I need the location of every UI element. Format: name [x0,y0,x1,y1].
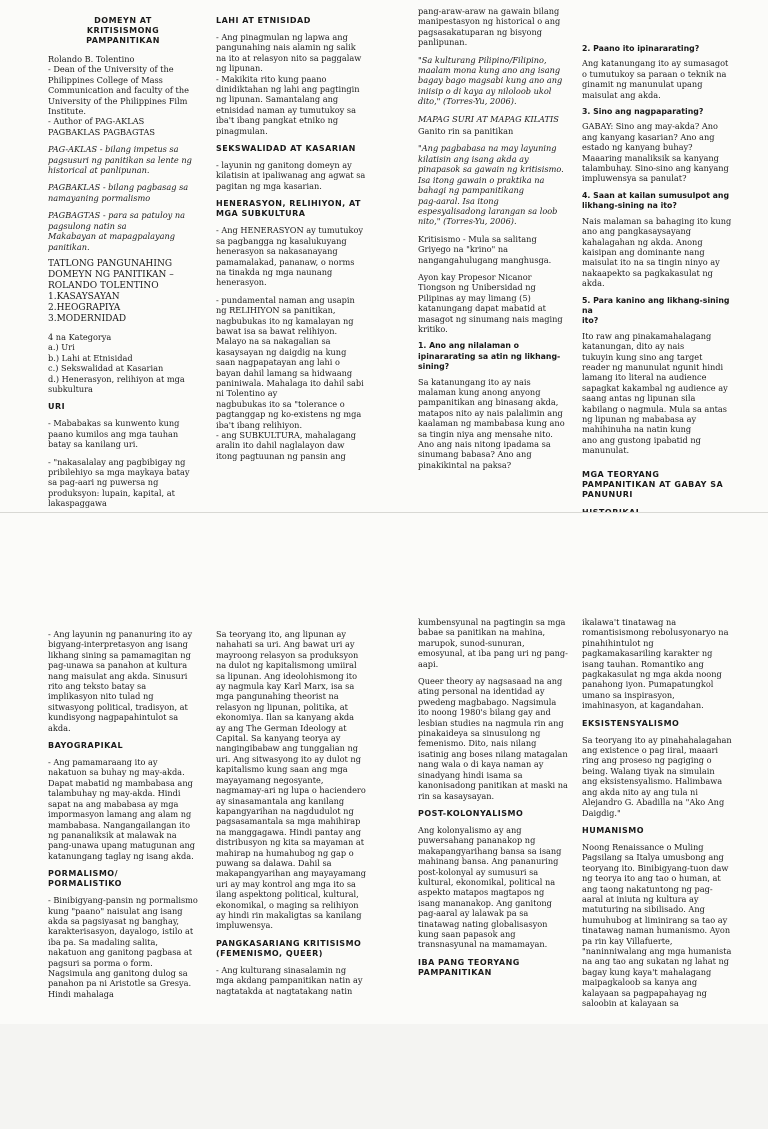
bottom-column-1 [48,629,198,1129]
henerasyon-heading: HENERASYON, RELIHIYON, AT MGA SUBKULTURA [216,199,361,219]
uri-heading: URI [48,402,66,412]
page-bottom [0,512,768,1024]
tiongson-paragraph: Ayon kay Propesor Nicanor Tiongson ng Unibersidad ng Pilipinas ay may limang (5) katanungang dapat mabatid at masagot ng sinumang nais maging kritiko. [418,271,563,334]
eksistensyalismo-paragraph: Sa teoryang ito ay pinahahalagahan ang existence o pag iiral, maaari ring ang proseso ng pagiging o being. Walang tiyak na simulain ang eksistensyalismo. Halimbawa ang akda nito ay ang tula ni Alejandro G. Abadilla na "Ako Ang Daigdig." [582,734,732,818]
author-bio: Rolando B. Tolentino - Dean of the University of the Philippines College of Mass Communication and faculty of the University of the Philippines Film Institute. - Author of PAG-AKLAS PAGBAKLAS PAGBAGTAS [48,54,189,137]
bayograpikal-paragraph: - Ang pamamaraang ito ay nakatuon sa buhay ng may-akda. Dapat mabatid ng mambabasa ang talambuhay ng may-akda. Hindi sapat na ang mababasa ay mga impormasyon lamang ang alam ng mambabasa. Nangangailangan ito ng pananaliksik at malawak na pang-unawa upang matugunan ang katanungang taglay ng isang akda. [48,757,195,861]
question-4: 4. Saan at kailan sumusulpot ang likhang-sining na ito? [582,190,730,211]
sekswalidad-paragraph: - layunin ng ganitong domeyn ay kilatisin at ipaliwanag ang agwat sa pagitan ng mga kasarian. [216,160,366,191]
top-column-3 [418,6,568,498]
torres-yu-quote-2: "Ang pagbabasa na may layuning kilatisin ang isang akda ay pinapasok sa gawain ng kritisismo. Isa itong gawain o praktika na bahagi ng pampanitikang pag-aaral. Isa itong espesyalisadong larangan sa loob nito," (Torres-Yu, 2006). [418,143,564,227]
pag-aklas-definition: PAG-AKLAS - bilang impetus sa pagsusuri ng panitikan sa lente ng historical at panlipunan. [48,144,192,176]
pagbaklas-definition: PAGBAKLAS - bilang pagbasag sa namayaning pormalismo [48,182,189,203]
humanismo-paragraph: Noong Renaissance o Muling Pagsilang sa Italya umusbong ang teoryang ito. Binibigyang-tuon daw ng teorya ito ang tao o human, at ang taong nakatuntong ng pag-aaral at iniuta ng kultura ay matuturing na sibilisado. Ang humuhubog at liminirang sa tao ay tinatawag naman humanismo. Ayon pa rin kay Villafuerte, "naninniwalang ang mga humanista na ang tao ang sukatan ng lahat ng bagay kung kaya't mahalagang maipagkaloob sa kanya ang kalayaan sa pagpapahayag ng saloobin at kalayaan sa [582,841,732,1008]
question-1-answer: Sa katanungang ito ay nais malaman kung anong anyong pampanitikan ang binasang akda, matapos nito ay nais palalimin ang kaalaman ng mambabasa kung ano sa tingin niya ang mensahe nito. Ano ang nais nitong ipadama sa sinumang babasa? Ano ang pinakikintal na paksa? [418,376,565,470]
henerasyon-paragraph: - Ang HENERASYON ay tumutukoy sa pagbangga ng kasalukuyang henerasyon sa nakasanayang pamamalakad, pananaw, o norms na tinakda ng mga naunang henerasyon. [216,225,364,288]
romantisismo-paragraph: ikalawa't tinatawag na romantisismong rebolusyonaryo na pinahihintulot ng pagkamakasariling karakter ng isang tauhan. Romantiko ang pagkakasulat ng mga akda noong panahong iyon. Pumapatungkol umano sa inspirasyon, imahinasyon, at kagandahan. [582,617,729,711]
pangkasarian-paragraph: - Ang kulturang sinasalamin ng mga akdang pampanitikan natin ay nagtatakda at nagtatakang natin [216,964,363,996]
pagbagtas-definition: PAGBAGTAS - para sa patuloy na pagsulong natin sa Makabayan at mapagpalayang panitikan. [48,210,186,252]
bottom-column-4 [582,617,732,1117]
bayograpikal-heading: BAYOGRAPIKAL [48,741,124,751]
kritisismo-definition: Kritisismo - Mula sa salitang Griyego na "krino" na nangangahulugang manghusga. [418,233,552,265]
queer-theory-paragraph: Queer theory ay nagsasaad na ang ating personal na identidad ay pwedeng magbabago. Nagsimula ito noong 1980's bilang gay and lesbian studies na nagmula rin ang pinakaideya sa sinusulong ng femenismo. Dito, nais nilang isatinig ang boses nilang matagalan nang wala o di kaya naman ay sinadyang hindi isama sa kanonisadong panitikan at maski na rin sa kasaysayan. [418,676,568,801]
bottom-column-3 [418,617,568,1117]
teorya-heading: MGA TEORYANG PAMPANITIKAN AT GABAY SA PANUNURI [582,469,724,499]
torres-yu-quote-1: "Sa kulturang Pilipino/Filipino, maalam mona kung ano ang isang bagay bago magsabi kung ano ang iniisip o di kaya ay niloloob ukol dito," (Torres-Yu, 2006). [418,54,563,107]
ganito-line: Ganito rin sa panitikan [418,126,514,137]
top-column-1 [48,16,198,508]
mapagsuri-heading: MAPAG SURI AT MAPAG KILATIS [418,113,559,124]
question-2: 2. Paano ito ipinararating? [582,44,700,53]
question-4-answer: Nais malaman sa bahaging ito kung ano ang pangkasaysayang kahalagahan ng akda. Anong kaisipan ang dominante nang maisulat ito na sa tingin ninyo ay nakaapekto sa pagkakasulat ng akda. [582,215,732,289]
lahi-heading: LAHI AT ETNISIDAD [216,16,311,25]
relihiyon-paragraph: - pundamental naman ang usapin ng RELIHIYON sa panitikan, nagbubukas ito ng kamalayan ng bawat isa sa bawat relihiyon. Malayo na sa nakagalian sa kasaysayan ng daigdig na kung saan nagpapatayan ang lahi o bayan dahil lamang sa hidwaang paniniwala. Mahalaga ito dahil sabi ni Tolentino ay nagbubukas ito sa "tolerance o pagtanggap ng ko-existens ng mga iba't ibang relihiyon. - ang SUBKULTURA, mahalagang aralin ito dahil naglalayon daw itong pagtuunan ng pansin ang [216,294,364,461]
pormalismo-paragraph: - Binibigyang-pansin ng pormalismo kung "paano" naisulat ang isang akda sa pagsiyasat ng banghay, karakterisasyon, dayalogo, istilo at iba pa. Sa madaling salita, nakatuon ang ganitong pagbasa at pagsuri sa porma o form. Nagsimula ang ganitong dulog sa panahon pa ni Aristotle sa Gresya. Hindi mahalaga [48,895,198,999]
uri-paragraph-2: - "nakasalalay ang pagbibigay ng pribilehiyo sa mga maykaya batay sa pag-aari ng puwersa ng produksyon: lupain, kapital, at lakaspaggawa [48,456,190,509]
question-3: 3. Sino ang nagpaparating? [582,107,704,117]
question-1: 1. Ano ang nilalaman o ipinararating sa atin ng likhang-sining? [418,341,561,372]
eksistensyalismo-heading: EKSISTENSYALISMO [582,718,680,728]
historikal-paragraph: - Ang layunin ng pananuring ito ay bigyang-interpretasyon ang isang likhang sining sa pamamagitan ng pag-unawa sa panahon at kultura nang maisulat ang akda. Sinusuri rito ang teksto batay sa implikasyon nito tulad ng sitwasyong political, tradisyon, at kundisyong nagpapahintulot sa akda. [48,629,193,733]
post-kolonyalismo-heading: POST-KOLONYALISMO [418,808,524,818]
question-2-answer: Ang katanungang ito ay sumasagot o tumutukoy sa paraan o teknik na ginamit ng manunulat upang maisulat ang akda. [582,58,729,100]
iba-pang-teorya-heading: IBA PANG TEORYANG PAMPANITIKAN [418,957,520,977]
top-column-2 [216,16,366,508]
humanismo-heading: HUMANISMO [582,825,645,835]
document-title: DOMEYN AT KRITISISMONG PAMPANITIKAN [86,16,160,45]
question-5-answer: Ito raw ang pinakamahalagang katanungan, dito ay nais tukuyin kung sino ang target reader ng manunulat ngunit hindi lamang ito literal na audience sapagkat kakambal ng audience ay saang antas ng lipunan sila kabilang o nagmula. Mula sa antas ng lipunan ng mababasa ay mahihinuha na natin kung ano ang gustong ipabatid ng manunulat. [582,330,728,456]
three-domains-list: TATLONG PANGUNAHING DOMEYN NG PANITIKAN – ROLANDO TOLENTINO 1.KASAYSAYAN 2.HEOGRAPIYA 3.MODERNIDAD [48,258,174,324]
marxismo-paragraph: Sa teoryang ito, ang lipunan ay nahahati sa uri. Ang bawat uri ay mayroong relasyon sa produksyon na dulot ng kapitalismong umiiral sa lipunan. Ang ideolohismong ito ay nagmula kay Karl Marx, isa sa mga pangunahing theorist na relasyon ng lipunan, politika, at ekonomiya. Ilan sa kanyang akda ay ang The German Ideology at Capital. Sa kanyang teorya ay nangingibabaw ang tunggalian ng uri. Ang sitwasyong ito ay dulot ng kapitalismo kung saan ang mga mayayamang negosyante, nagmamay-ari ng lupa o haciendero ay sinasamantala ang kanilang kapangyarihan na nagdudulot ng pagsasamantala sa mga mahihirap na manggagawa. Hindi pantay ang distribusyon ng kita sa mayaman at mahirap na humahubog ng gap o puwang sa dalawa. Dahil sa makapangyarihan ang mayayamang uri ay may kontrol ang mga ito sa ilang aspektong political, kultural, ekonomikal, o maging sa relihiyon ay hindi rin makaligtas sa kanilang impluwensya. [216,629,367,931]
femenismo-continuation: kumbensyunal na pagtingin sa mga babae sa panitikan na mahina, marupok, sunod-sunuran, emosyunal, at iba pang uri ng pang-aapi. [418,617,568,669]
post-kolonyalismo-paragraph: Ang kolonyalismo ay ang puwersahang pananakop ng makapangyarihang bansa sa isang mahinang bansa. Ang pananuring post-kolonyal ay sumusuri sa kultural, ekonomikal, political na aspekto matapos magtapos ng isang mananakop. Ang ganitong pag-aaral ay lalawak pa sa tinatawag nating globalisasyon kung saan papasok ang transnasyunal na mamamayan. [418,824,562,950]
uri-paragraph-1: - Mababakas sa kunwento kung paano kumilos ang mga tauhan batay sa kanilang uri. [48,418,180,450]
four-categories-list: 4 na Kategorya a.) Uri b.) Lahi at Etnisidad c.) Sekswalidad at Kasarian d.) Henerasyon, relihiyon at mga subkultura [48,331,185,394]
question-3-answer: GABAY: Sino ang may-akda? Ano ang kanyang kasarian? Ano ang estado ng kanyang buhay? Maaaring manaliksik sa kanyang talambuhay. Sino-sino ang kanyang impluwensya sa panulat? [582,121,729,184]
question-5: 5. Para kanino ang likhang-sining na ito? [582,295,730,326]
bottom-column-2 [216,629,366,1129]
sekswalidad-heading: SEKSWALIDAD AT KASARIAN [216,144,356,154]
pangkasarian-heading: PANGKASARIANG KRITISISMO (FEMENISMO, QUEER) [216,938,362,958]
continuation-paragraph: pang-araw-araw na gawain bilang manipestasyon ng historical o ang pagsasakatuparan ng bisyong panlipunan. [418,6,561,48]
top-column-4 [582,40,732,532]
page-top [0,0,768,512]
pormalismo-heading: PORMALISMO/ PORMALISTIKO [48,869,122,889]
lahi-paragraph: - Ang pinagmulan ng lapwa ang pangunahing nais alamin ng salik na ito at relasyon nito sa paggalaw ng lipunan. - Makikita rito kung paano dinidiktahan ng lahi ang pagtingin ng lipunan. Samantalang ang etnisidad naman ay tumutukoy sa iba't ibang pangkat etniko ng pinagmulan. [216,32,362,136]
